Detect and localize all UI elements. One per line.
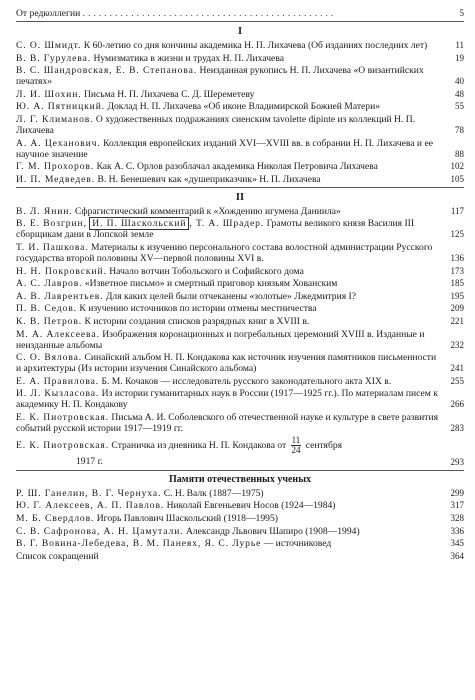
page-number: 105 [450, 173, 464, 184]
toc-entry [16, 161, 464, 172]
page-number: 255 [450, 375, 464, 386]
page-number: 266 [450, 399, 464, 410]
entry-author: П. В. Седов. [16, 303, 77, 315]
entry-author: Г. М. Прохоров. [16, 161, 95, 173]
entry-author: Ю. А. Пятницкий. [16, 101, 106, 113]
page-number: 102 [450, 161, 464, 172]
page-number: 209 [450, 303, 464, 314]
toc-entry [16, 101, 464, 112]
entry-title: Из истории гуманитарных наук в России (1917—1925 гг.). По материалам писем к академику Н. П. Кондакову [16, 388, 438, 411]
entry-title: «Изветное письмо» и смертный приговор князьям Хованским [84, 278, 338, 290]
page-number: 241 [450, 363, 464, 374]
entry-author: Л. Г. Климанов. [16, 113, 94, 125]
toc-entry [16, 316, 464, 327]
entry-title: — источниковед [263, 538, 332, 550]
entry-author: М. Б. Свердлов. [16, 513, 95, 525]
entry-title: Неизданная рукопись Н. П. Лихачева «О византийских печатях» [16, 65, 424, 88]
page-number: 299 [450, 487, 464, 498]
entry-author: М. А. Алексеева. [16, 328, 100, 340]
entry-title: Б. М. Кочаков — исследователь русского законодательного акта XIX в. [101, 375, 392, 387]
entry-author: Е. А. Правилова. [16, 375, 100, 387]
toc-entry [16, 242, 464, 264]
date-fraction [291, 436, 302, 456]
entry-author: И. Л. Кызласова. [16, 388, 100, 400]
intro-entry [16, 8, 464, 19]
entry-author: Н. Н. Покровский. [16, 265, 107, 277]
entry-title: Нумизматика в жизни и трудах Н. П. Лихачева [93, 52, 284, 64]
section-heading: Памяти отечественных ученых [168, 473, 311, 485]
page-number: 336 [450, 525, 464, 536]
toc-entry [16, 513, 464, 524]
entry-author: В. С. Шандровская, Е. В. Степанова. [16, 65, 198, 77]
entry-title: Письма Н. П. Лихачева С. Д. Шереметеву [83, 88, 255, 100]
toc-entry [16, 538, 464, 549]
page-number: 55 [455, 101, 464, 112]
entry-title: Сфрагистический комментарий к «Хождению игумена Даниила» [75, 205, 341, 217]
entry-title: Игорь Павлович Шаскольский (1918—1995) [96, 513, 278, 525]
page-number: 221 [450, 315, 464, 326]
entry-title: Синайский альбом Н. П. Кондакова как источник изучения памятников письменности и архитектуры (Из истории изучения Синайского альбома) [16, 352, 437, 375]
entry-title: Письма А. И. Соболевского об отечественной науке и культуре в свете развития событий русской истории 1917—1919 гг. [16, 411, 439, 434]
entry-author: В. Е. Возгрин, [16, 218, 87, 230]
dot-leader: . . . . . . . . . . . . . . . . . . . . . . . . . . . . . . . . . . . . . . . . . . . . . . . [82, 8, 334, 19]
entry-author: А. В. Лаврентьев. [16, 290, 104, 302]
entry-author: Т. И. Пашкова. [16, 241, 89, 253]
page-number: 364 [450, 550, 464, 561]
entry-title: Доклад Н. П. Лихачева «Об иконе Владимирской Божией Матери» [107, 101, 381, 113]
page-number: 125 [450, 229, 464, 240]
page-number: 40 [455, 76, 464, 87]
page-number: 293 [450, 456, 464, 467]
entry-title: Страничка из дневника Н. П. Кондакова от [111, 440, 287, 452]
divider [16, 470, 464, 471]
divider [16, 187, 464, 188]
entry-title: От редколлегии [16, 8, 81, 19]
page-number: 78 [455, 124, 464, 135]
toc-entry [16, 329, 464, 351]
entry-title: К изучению источников по истории отмены местничества [79, 303, 317, 315]
page-number: 11 [455, 40, 464, 50]
entry-title: Материалы к изучению персонального состава волостной администрации Русского государства второй половины XV—первой половины XVI в. [16, 241, 433, 264]
entry-title: К истории создания списков разрядных книг в XVIII в. [84, 315, 310, 327]
toc-entry [16, 174, 464, 185]
entry-title: С. Н. Валк (1887—1975) [163, 487, 264, 499]
entry-title: К 60-летию со дня кончины академика Н. П. Лихачева (Об изданиях последних лет) [83, 40, 428, 51]
entry-author: Е. К. Пиотровская. [16, 440, 110, 452]
toc-entry [16, 40, 464, 51]
entry-author: А. С. Лавров. [16, 278, 83, 290]
page-number: 185 [450, 278, 464, 289]
toc-entry [16, 388, 464, 410]
entry-author-boxed: И. П. Шаскольский [89, 217, 189, 230]
toc-entry [16, 526, 464, 537]
entry-author: К. В. Петров. [16, 315, 83, 327]
entry-title: Грамоты великого князя Василия III сборщикам дани в Лопской земле [16, 218, 415, 241]
toc-entry [16, 551, 464, 562]
table-of-contents [16, 8, 464, 563]
entry-title: Александр Львович Шапиро (1908—1994) [185, 525, 360, 537]
toc-entry [16, 266, 464, 277]
toc-entry [16, 65, 464, 87]
entry-title: Начало вотчин Тобольского и Софийского дома [109, 265, 304, 277]
section-heading: I [237, 26, 243, 37]
page-number: 232 [450, 339, 464, 350]
entry-author: А. А. Цеханович. [16, 137, 101, 149]
entry-author: Л. И. Шохин. [16, 88, 82, 100]
toc-entry [16, 412, 464, 434]
page-number: 283 [450, 422, 464, 433]
entry-author: И. П. Медведев. [16, 173, 96, 185]
page-number: 19 [455, 52, 464, 63]
entry-author: Е. К. Пиотровская. [16, 411, 110, 423]
toc-entry [16, 218, 464, 240]
toc-entry [16, 303, 464, 314]
page-number: 328 [450, 513, 464, 524]
entry-title: Изображения коронационных и погребальных церемоний XVIII в. Изданные и неизданные альбомы [16, 328, 425, 351]
toc-entry [16, 376, 464, 387]
toc-entry [16, 53, 464, 64]
page-number: 317 [450, 500, 464, 511]
page-number: 117 [450, 205, 464, 216]
memorial-entries [16, 488, 464, 549]
toc-entry [16, 114, 464, 136]
entry-author: В. Г. Вовина-Лебедева, В. М. Панеях, Я. С. Лурье [16, 538, 262, 550]
entry-author: С. О. Вялова. [16, 352, 83, 364]
toc-entry [16, 436, 464, 468]
entry-author: В. Л. Янин. [16, 205, 73, 217]
divider [16, 21, 464, 22]
section-I-entries [16, 40, 464, 185]
fraction-numerator: 11 [291, 434, 301, 445]
fraction-denominator: 24 [291, 445, 301, 456]
page-number: 5 [459, 8, 464, 18]
toc-entry [16, 291, 464, 302]
page-number: 345 [450, 538, 464, 549]
entry-author: Р. Ш. Ганелин, В. Г. Чернуха. [16, 487, 162, 499]
toc-entry [16, 352, 464, 374]
page-number: 48 [455, 88, 464, 99]
entry-author: Ю. Г. Алексеев, А. П. Павлов. [16, 500, 165, 512]
entry-title: Для каких целей были отчеканены «золотые» Лжедмитрия I? [105, 290, 356, 302]
entry-title: Как А. С. Орлов разоблачал академика Николая Петровича Лихачева [96, 161, 378, 173]
section-heading: II [235, 191, 245, 203]
entry-title: 1917 г. [76, 455, 103, 467]
entry-title: Список сокращений [16, 550, 99, 562]
toc-entry [16, 206, 464, 217]
entry-title: О художественных подражаниях сиенским tavolette dipinte из коллекций Н. П. Лихачева [16, 113, 416, 136]
entry-title: Коллекция европейских изданий XVI—XVIII вв. в собрании Н. П. Лихачева и ее научное значение [16, 137, 433, 160]
entry-author: В. В. Гурулева. [16, 52, 92, 64]
toc-entry [16, 89, 464, 100]
toc-entry [16, 488, 464, 499]
page-number: 88 [455, 148, 464, 159]
toc-entry [16, 138, 464, 160]
entry-author: , Т. А. Шрадер. [189, 218, 265, 230]
entry-author: С. В. Сафронова, А. Н. Цамутали. [16, 525, 184, 537]
toc-entry [16, 278, 464, 289]
entry-title: В. Н. Бенешевич как «душеприказчик» Н. П. Лихачева [97, 173, 321, 185]
entry-author: С. О. Шмидт. [16, 40, 82, 51]
entry-title: сентября [305, 440, 343, 452]
section-II-entries [16, 206, 464, 434]
entry-title: Николай Евгеньевич Носов (1924—1984) [166, 500, 336, 512]
toc-entry [16, 500, 464, 511]
page-number: 173 [450, 265, 464, 276]
page-number: 195 [450, 290, 464, 301]
page-number: 136 [450, 252, 464, 263]
